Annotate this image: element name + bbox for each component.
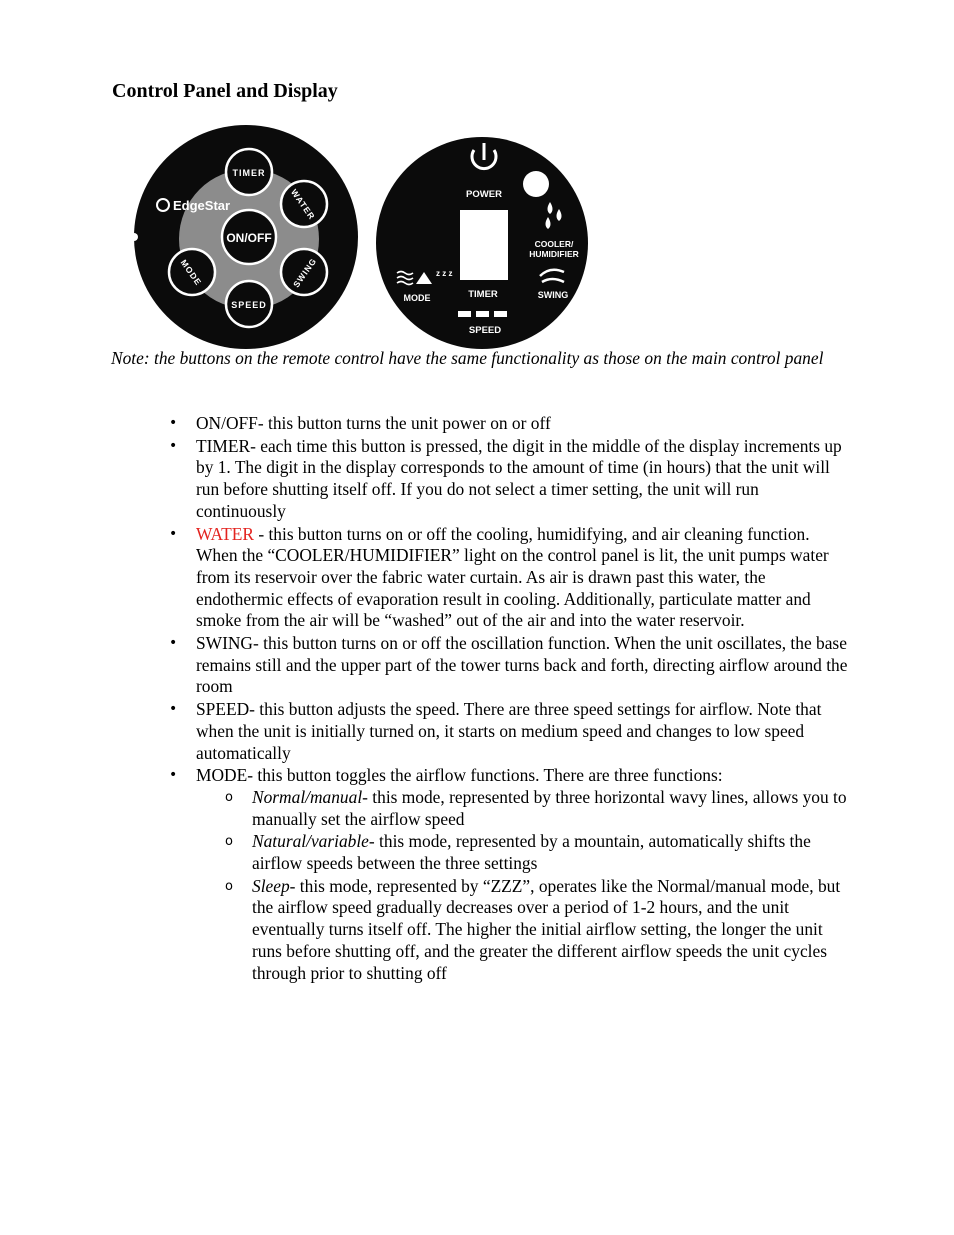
power-label: POWER (466, 189, 502, 200)
section-heading: Control Panel and Display (112, 80, 338, 102)
svg-text:ON/OFF: ON/OFF (226, 231, 272, 245)
control-panel-figure (132, 124, 602, 352)
svg-text:WATER: WATER (289, 187, 318, 222)
timer-button[interactable] (226, 149, 272, 195)
mode-button[interactable] (169, 249, 215, 295)
timer-digit-display (460, 210, 508, 280)
svg-text:SPEED: SPEED (231, 300, 267, 310)
swing-label: SWING (537, 290, 569, 300)
cooler-label: COOLER/ (534, 239, 574, 249)
onoff-button[interactable] (222, 210, 276, 264)
list-item-onoff: • ON/OFF- this button turns the unit power on or off (196, 413, 848, 435)
speed-label: SPEED (468, 325, 502, 336)
list-item-timer: • TIMER- each time this button is pressed, the digit in the middle of the display increments up by 1. The digit in the display corresponds to the amount of time (in hours) that the unit will run before shutting itself off. If you do not select a timer setting, the unit will run continuously (196, 436, 848, 523)
swing-button[interactable] (281, 249, 327, 295)
sub-item-normal: o Normal/manual- this mode, represented by three horizontal wavy lines, allows you to manually set the airflow speed (252, 787, 848, 830)
speed-button[interactable] (226, 281, 272, 327)
speed-bars (458, 311, 507, 317)
indicator-light (523, 171, 549, 197)
zzz-icon: z z z (436, 269, 453, 278)
brand-text: EdgeStar (173, 198, 231, 213)
sub-item-sleep: o Sleep- this mode, represented by “ZZZ”, operates like the Normal/manual mode, but the airflow speed gradually decreases over a period of 1-2 hours, and the unit eventually turns itself off. The higher the initial airflow setting, the longer the unit runs before shutting off, and the greater the different airflow speeds the unit cycles through prior to shutting off (252, 876, 848, 985)
list-item-swing: • SWING- this button turns on or off the oscillation function. When the unit oscillates, the base remains still and the upper part of the tower turns back and forth, directing airflow around the room (196, 633, 848, 698)
svg-text:SWING: SWING (291, 255, 319, 290)
svg-text:MODE: MODE (178, 257, 204, 288)
svg-text:TIMER: TIMER (232, 168, 266, 178)
list-item-speed: • SPEED- this button adjusts the speed. There are three speed settings for airflow. Note that when the unit is initially turned on, it starts on medium speed and changes to low speed automatically (196, 699, 848, 764)
mode-label: MODE (403, 293, 431, 303)
button-descriptions-list (196, 413, 848, 985)
sub-item-natural: o Natural/variable- this mode, represented by a mountain, automatically shifts the airflow speeds between the three settings (252, 831, 848, 874)
water-label: WATER (196, 523, 254, 544)
main-control-panel (132, 125, 358, 349)
mode-functions-list (196, 787, 848, 984)
water-button[interactable] (281, 181, 327, 227)
list-item-mode: • MODE- this button toggles the airflow functions. There are three functions: o Normal/manual- this mode, represented by three horizontal wavy lines, allows you to manually set the airflow speed o Natural/variable- this mode, represented by a mountain, automatically shifts the airflow speeds between the three settings o Sleep- this mode, represented by “ZZZ”, operates like the Normal/manual mode, but the airflow speed gradually decreases over a period of 1-2 hours, and the unit eventually turns itself off. The higher the initial airflow setting, the longer the unit runs before shutting off, and the greater the different airflow speeds the unit cycles through prior to shutting off (196, 765, 848, 984)
list-item-water: • WATER - this button turns on or off the cooling, humidifying, and air cleaning function. When the “COOLER/HUMIDIFIER” light on the control panel is lit, the unit pumps water from its reservoir over the fabric water curtain. As air is drawn past this water, the endothermic effects of evaporation result in cooling. Additionally, particulate matter and smoke from the air will be “washed” out of the air and into the water reservoir. (196, 524, 848, 633)
humidifier-label: HUMIDIFIER (529, 249, 579, 259)
timer-label: TIMER (468, 289, 498, 300)
display-panel (376, 137, 588, 349)
remote-note: Note: the buttons on the remote control have the same functionality as those on the main control panel (111, 348, 824, 368)
